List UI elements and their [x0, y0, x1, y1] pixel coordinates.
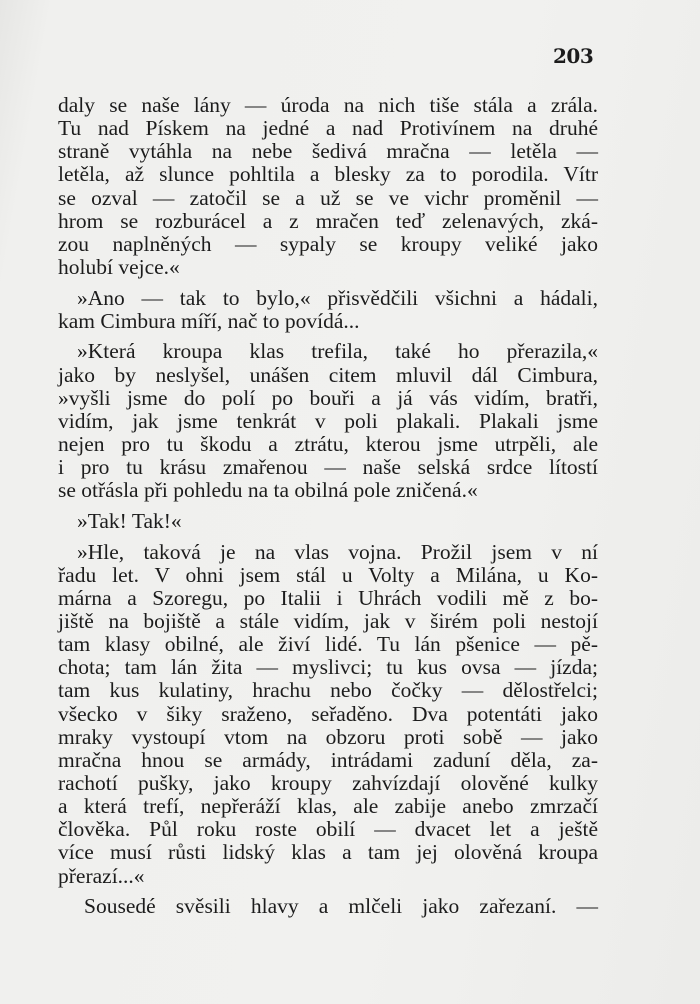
text-line: chota; tam lán žita — myslivci; tu kus ovsa — jízda; — [58, 655, 598, 680]
paragraph-6 — [58, 895, 598, 918]
text-line: všecko v šiky sraženo, seřaděno. Dva potentáti jako — [58, 701, 598, 726]
text-line: holubí vejce.« — [58, 254, 180, 279]
text-line: vidím, jak jsme tenkrát v poli plakali. Plakali jsme — [58, 408, 598, 433]
text-line: »Tak! Tak!« — [77, 508, 182, 533]
text-line: mračna hnou se armády, intrádami zaduní děla, za- — [58, 747, 598, 772]
text-line: nejen pro tu škodu a ztrátu, kterou jsme utrpěli, ale — [58, 431, 598, 456]
text-line: a která trefí, nepřeráží klas, ale zabije anebo zmrzačí — [58, 794, 598, 819]
paragraph-2 — [58, 287, 598, 333]
text-line: řadu let. V ohni jsem stál u Volty a Milána, u Ko- — [58, 562, 598, 587]
text-line: Tu nad Pískem na jedné a nad Protivínem na druhé — [58, 116, 598, 141]
text-line: márna a Szoregu, po Italii i Uhrách vodili mě z bo- — [58, 585, 598, 610]
text-line: »Která kroupa klas trefila, také ho přerazila,« — [77, 339, 598, 364]
body-text — [58, 94, 598, 926]
text-line: rachotí pušky, jako kroupy zahvízdají olověné kulky — [58, 770, 598, 795]
text-line: »vyšli jsme do polí po bouři a já vás vidím, bratři, — [58, 385, 598, 410]
text-line: jiště na bojiště a stále vidím, jak v širém poli nestojí — [58, 608, 598, 633]
paragraph-1 — [58, 94, 598, 279]
text-line: se otřásla při pohledu na ta obilná pole zničená.« — [58, 478, 478, 503]
paragraph-5 — [58, 541, 598, 888]
text-line: více musí růsti lidský klas a tam jej olověná kroupa — [58, 840, 598, 865]
page-number: 203 — [553, 44, 594, 68]
text-line: kam Cimbura míří, nač to povídá... — [58, 308, 360, 333]
text-line: Sousedé svěsili hlavy a mlčeli jako zařezaní. — — [84, 894, 598, 919]
text-line: tam kus kulatiny, hrachu nebo čočky — dělostřelci; — [58, 678, 598, 703]
text-line: hrom se rozburácel a z mračen teď zelenavých, zká- — [58, 208, 598, 233]
text-line: zou naplněných — sypaly se kroupy veliké jako — [58, 231, 598, 256]
paragraph-4 — [58, 510, 598, 533]
text-line: přerazí...« — [58, 863, 145, 888]
text-line: jako by neslyšel, unášen citem mluvil dál Cimbura, — [58, 362, 598, 387]
text-line: letěla, až slunce pohltila a blesky za to porodila. Vítr — [58, 162, 598, 187]
text-line: tam klasy obilné, ale živí lidé. Tu lán pšenice — pě- — [58, 632, 598, 657]
text-line: i pro tu krásu zmařenou — naše selská srdce lítostí — [58, 455, 598, 480]
text-line: člověka. Půl roku roste obilí — dvacet let a ještě — [58, 817, 598, 842]
paragraph-3 — [58, 340, 598, 502]
text-line: »Hle, taková je na vlas vojna. Prožil jsem v ní — [77, 539, 598, 564]
text-line: se ozval — zatočil se a už se ve vichr proměnil — — [58, 185, 598, 210]
text-line: »Ano — tak to bylo,« přisvědčili všichni a hádali, — [77, 285, 598, 310]
text-line: mraky vystoupí vtom na obzoru proti sobě — jako — [58, 724, 598, 749]
text-line: daly se naše lány — úroda na nich tiše stála a zrála. — [58, 93, 598, 117]
text-line: straně vytáhla na nebe šedivá mračna — letěla — — [58, 139, 598, 164]
